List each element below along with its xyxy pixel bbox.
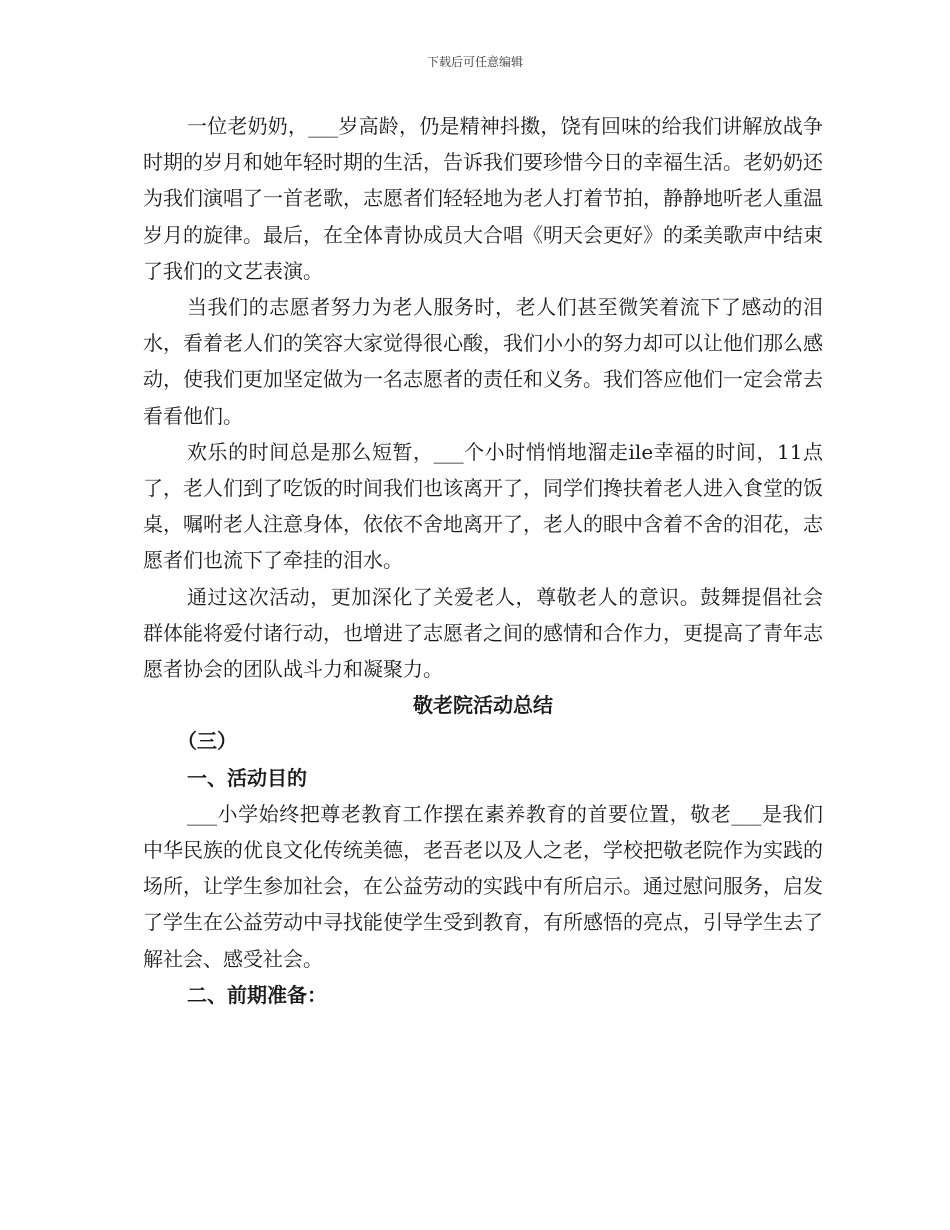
section-number: （三） [177,729,237,754]
paragraph-happy-time: 欢乐的时间总是那么短暂，___个小时悄悄地溜走ile幸福的时间，11点了，老人们到了吃饭的时间我们也该离开了，同学们搀扶着老人进入食堂的饭桌，嘱咐老人注意身体，依依不舍地离开了，老人的眼中含着不舍的泪花，志愿者们也流下了牵挂的泪水。 [143,439,823,573]
paragraph-conclusion: 通过这次活动，更加深化了关爱老人，尊敬老人的意识。鼓舞提倡社会群体能将爱付诸行动，也增进了志愿者之间的感情和合作力，更提高了青年志愿者协会的团队战斗力和凝聚力。 [143,584,823,682]
section-title: 敬老院活动总结 [413,693,553,718]
page-header-note: 下载后可任意编辑 [426,55,523,69]
paragraph-purpose: ___小学始终把尊老教育工作摆在素养教育的首要位置，敬老___是我们中华民族的优良文化传统美德，老吾老以及人之老，学校把敬老院作为实践的场所，让学生参加社会，在公益劳动的实践中有所启示。通过慰问服务，启发了学生在公益劳动中寻找能使学生受到教育，有所感悟的亮点，引导学生去了解社会、感受社会。 [143,801,823,971]
heading-preparation: 二、前期准备： [187,982,327,1007]
document-body [143,108,823,1013]
paragraph-volunteers-moved: 当我们的志愿者努力为老人服务时，老人们甚至微笑着流下了感动的泪水，看着老人们的笑容大家觉得很心酸，我们小小的努力却可以让他们那么感动，使我们更加坚定做为一名志愿者的责任和义务。我们答应他们一定会常去看看他们。 [143,295,823,428]
heading-activity-purpose: 一、活动目的 [187,765,307,790]
paragraph-old-grandma: 一位老奶奶，___岁高龄，仍是精神抖擞，饶有回味的给我们讲解放战争时期的岁月和她年轻时期的生活，告诉我们要珍惜今日的幸福生活。老奶奶还为我们演唱了一首老歌，志愿者们轻轻地为老人打着节拍，静静地听老人重温岁月的旋律。最后，在全体青协成员大合唱《明天会更好》的柔美歌声中结束了我们的文艺表演。 [143,114,823,283]
